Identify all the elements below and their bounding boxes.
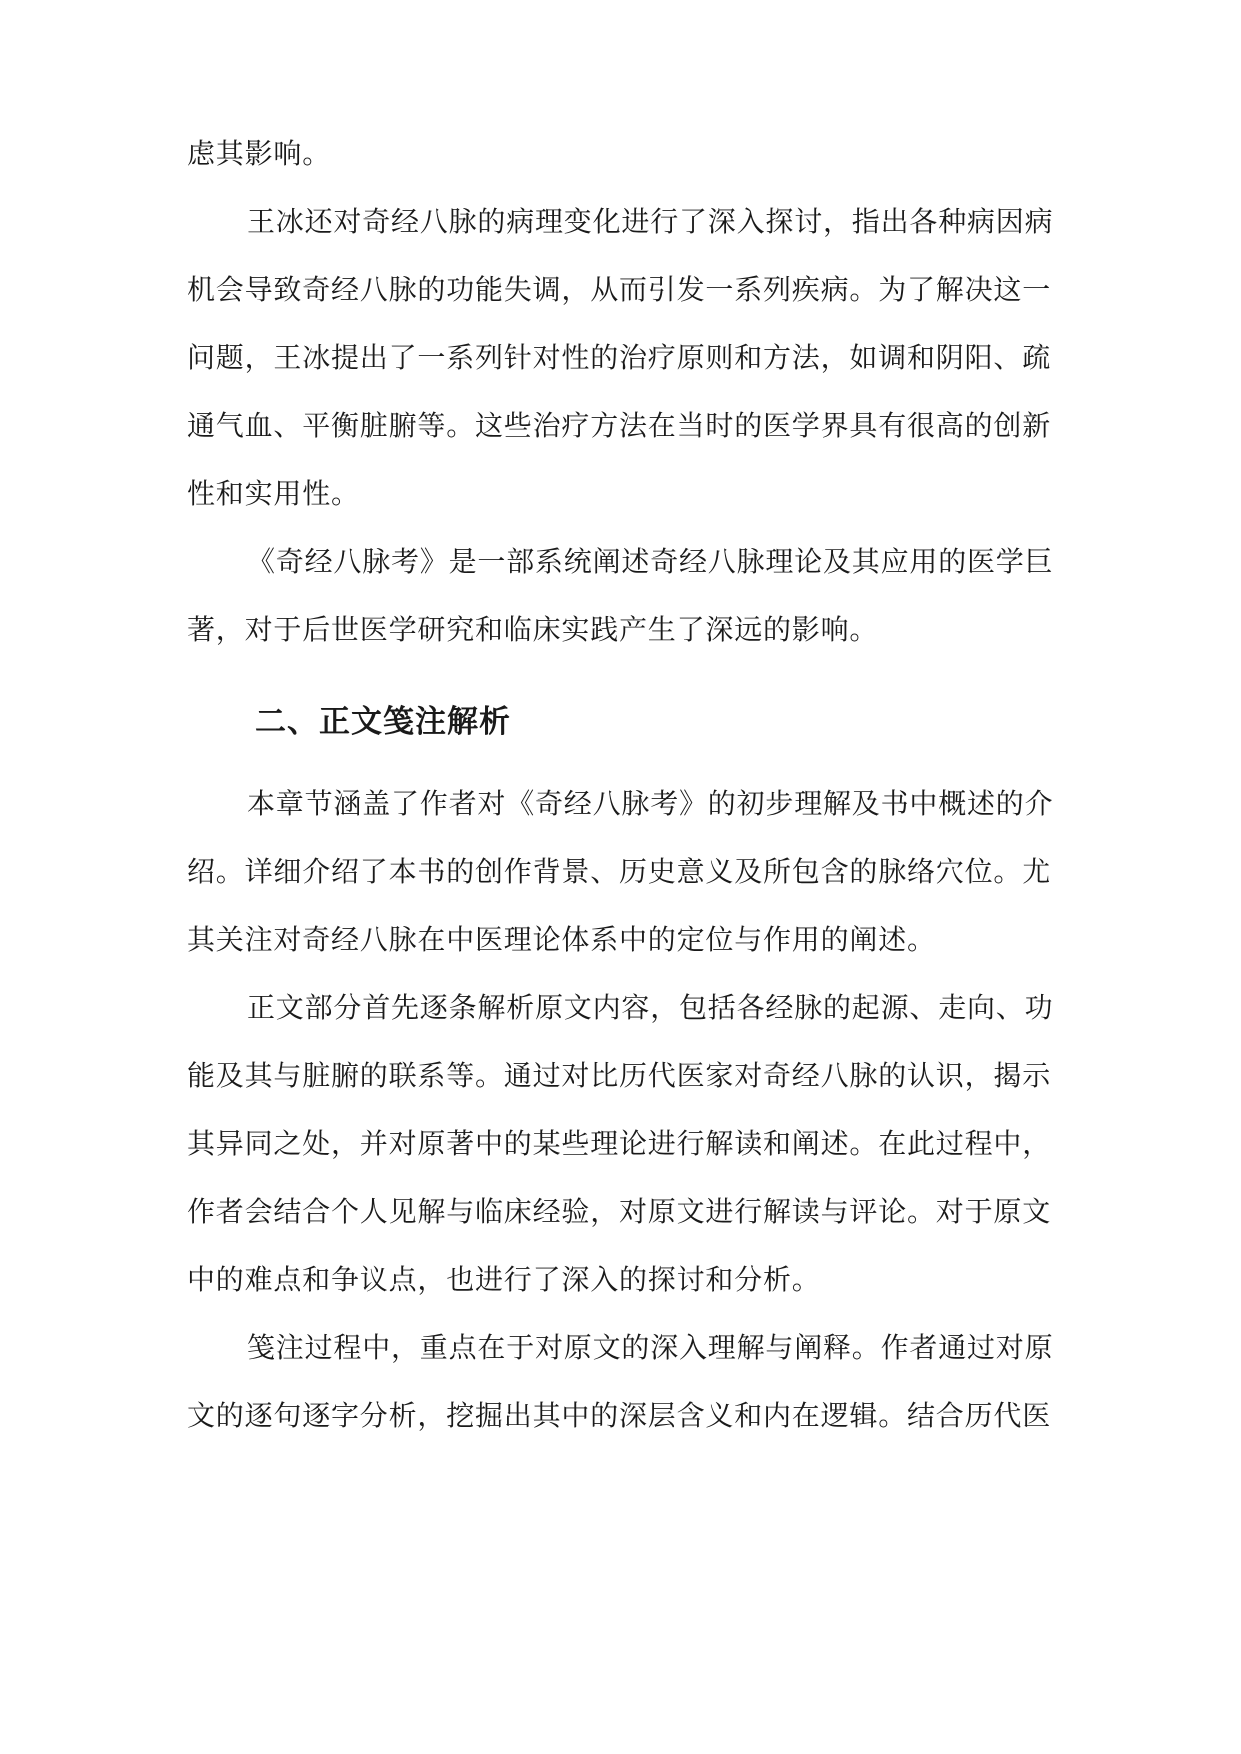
text-line: 问题，王冰提出了一系列针对性的治疗原则和方法，如调和阴阳、疏	[187, 341, 1052, 374]
text-line: 性和实用性。	[187, 477, 360, 510]
text-line: 著，对于后世医学研究和临床实践产生了深远的影响。	[187, 613, 879, 646]
text-line: 绍。详细介绍了本书的创作背景、历史意义及所包含的脉络穴位。尤	[187, 855, 1052, 888]
text-line: 中的难点和争议点，也进行了深入的探讨和分析。	[187, 1263, 821, 1296]
text-line: 笺注过程中，重点在于对原文的深入理解与阐释。作者通过对原	[247, 1331, 1054, 1364]
text-line: 通气血、平衡脏腑等。这些治疗方法在当时的医学界具有很高的创新	[187, 409, 1052, 442]
text-line: 正文部分首先逐条解析原文内容，包括各经脉的起源、走向、功	[247, 991, 1054, 1024]
text-line: 文的逐句逐字分析，挖掘出其中的深层含义和内在逻辑。结合历代医	[187, 1399, 1052, 1432]
section-heading: 二、正文笺注解析	[255, 704, 511, 740]
text-line: 机会导致奇经八脉的功能失调，从而引发一系列疾病。为了解决这一	[187, 273, 1052, 306]
text-line: 本章节涵盖了作者对《奇经八脉考》的初步理解及书中概述的介	[247, 787, 1054, 820]
text-line: 虑其影响。	[187, 137, 332, 170]
text-line: 作者会结合个人见解与临床经验，对原文进行解读与评论。对于原文	[187, 1195, 1052, 1228]
text-line: 王冰还对奇经八脉的病理变化进行了深入探讨，指出各种病因病	[247, 205, 1054, 238]
text-line: 能及其与脏腑的联系等。通过对比历代医家对奇经八脉的认识，揭示	[187, 1059, 1052, 1092]
text-line: 《奇经八脉考》是一部系统阐述奇经八脉理论及其应用的医学巨	[247, 545, 1054, 578]
text-line: 其异同之处，并对原著中的某些理论进行解读和阐述。在此过程中，	[187, 1127, 1052, 1160]
text-line: 其关注对奇经八脉在中医理论体系中的定位与作用的阐述。	[187, 923, 936, 956]
